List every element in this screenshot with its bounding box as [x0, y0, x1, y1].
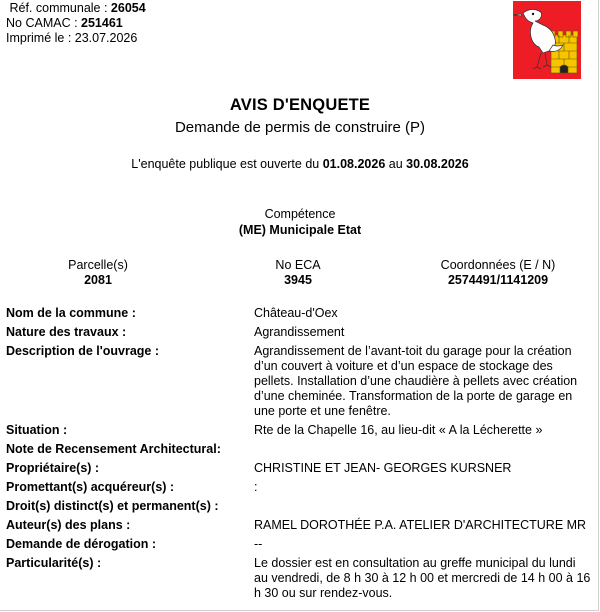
ref-value: 26054 [110, 1, 146, 15]
detail-label: Propriétaire(s) : [6, 461, 100, 475]
detail-label: Demande de dérogation : [6, 537, 157, 551]
enquete-end-date: 30.08.2026 [406, 157, 469, 171]
details-list [6, 306, 596, 605]
detail-row-auteurs [6, 518, 596, 533]
coordinates-block [418, 258, 578, 288]
detail-row-proprietaires [6, 461, 596, 476]
detail-row-situation [6, 423, 596, 438]
detail-row-droits [6, 499, 596, 514]
detail-value: CHRISTINE ET JEAN- GEORGES KURSNER [254, 461, 512, 475]
page-title: AVIS D'ENQUETE [229, 96, 371, 114]
detail-row-description [6, 344, 596, 419]
detail-value: Le dossier est en consultation au greffe municipal du lundi au vendredi, de 8 h 30 à 12 h 00 et mercredi de 14 h 00 à 16 h 30 ou sur rendez-vous. [254, 556, 591, 600]
detail-value [254, 442, 592, 457]
detail-row-promettants [6, 480, 596, 495]
detail-value: : [254, 480, 258, 494]
detail-value: Rte de la Chapelle 16, au lieu-dit « A la Lécherette » [254, 423, 543, 437]
page-subtitle: Demande de permis de construire (P) [174, 119, 426, 136]
printed-label: Imprimé le : [6, 31, 75, 45]
detail-row-recensement [6, 442, 596, 457]
detail-row-derogation [6, 537, 596, 552]
detail-label: Auteur(s) des plans : [6, 518, 131, 532]
competence-label: Compétence [264, 207, 336, 221]
enquete-mid: au [385, 157, 407, 171]
coordinates-value: 2574491/1141209 [447, 273, 549, 287]
ref-label: Réf. communale : [9, 1, 111, 15]
detail-label: Nom de la commune : [6, 306, 136, 320]
detail-value: Agrandissement [254, 325, 345, 339]
municipal-crest-icon [513, 1, 581, 79]
detail-label: Promettant(s) acquéreur(s) : [6, 480, 175, 494]
detail-value: Agrandissement de l’avant-toit du garage pour la création d’un couvert à voiture et d’un espace de stockage des pellets. Installation d’une chaudière à pellets avec création d’une cheminée. Transformation de la porte de garage en une porte et une fenêtre. [254, 344, 578, 418]
detail-value: RAMEL DOROTHÉE P.A. ATELIER D'ARCHITECTURE MR [254, 518, 587, 532]
detail-row-particularites [6, 556, 596, 601]
detail-label: Note de Recensement Architectural: [6, 442, 221, 456]
printed-date [6, 31, 146, 46]
enquete-start-date: 01.08.2026 [322, 157, 386, 171]
eca-value: 3945 [284, 273, 312, 287]
detail-label: Droit(s) distinct(s) et permanent(s) : [6, 499, 219, 513]
parcelle-value: 2081 [84, 273, 112, 287]
detail-row-nature [6, 325, 596, 340]
parcelle-label: Parcelle(s) [68, 258, 128, 272]
enquete-period [0, 157, 600, 171]
detail-label: Description de l'ouvrage : [6, 344, 160, 358]
camac-value: 251461 [81, 16, 123, 30]
eca-block [228, 258, 368, 288]
detail-value [254, 499, 592, 514]
parcelle-block [28, 258, 168, 288]
detail-label: Situation : [6, 423, 68, 437]
detail-label: Particularité(s) : [6, 556, 102, 570]
detail-value: Château-d'Oex [254, 306, 338, 320]
eca-label: No ECA [275, 258, 321, 272]
enquete-prefix: L'enquête publique est ouverte du [131, 157, 323, 171]
detail-row-commune [6, 306, 596, 321]
competence-value: (ME) Municipale Etat [238, 223, 362, 237]
camac-number [6, 16, 146, 31]
reference-communale [6, 1, 146, 16]
document-meta [6, 1, 146, 46]
printed-value: 23.07.2026 [74, 31, 138, 45]
detail-value: -- [254, 537, 263, 551]
detail-label: Nature des travaux : [6, 325, 127, 339]
camac-label: No CAMAC : [6, 16, 82, 30]
coordinates-label: Coordonnées (E / N) [440, 258, 556, 272]
